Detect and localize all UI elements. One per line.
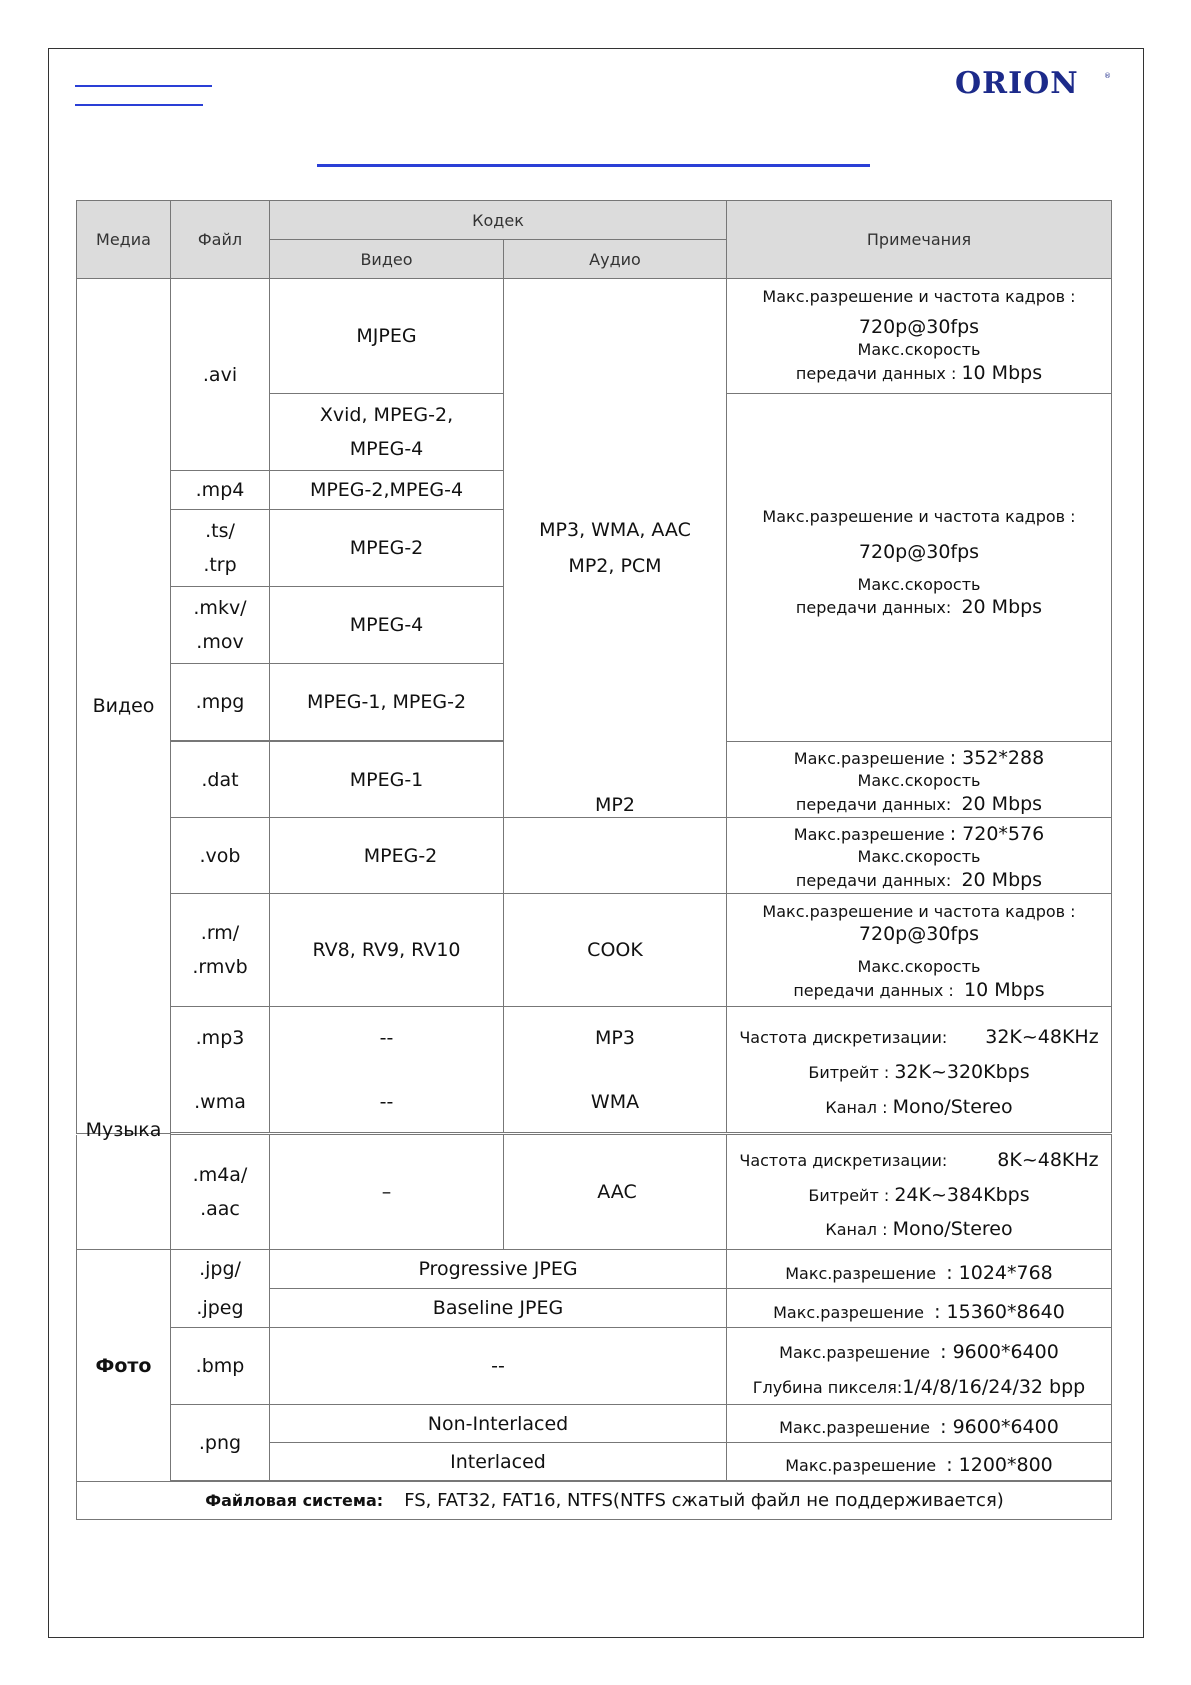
file-m4a <box>171 1135 270 1250</box>
note-label <box>733 1148 1105 1173</box>
file-mkv <box>171 587 270 664</box>
note-label <box>733 978 1105 1003</box>
note-label: Макс.разрешение <box>785 1263 937 1283</box>
file-line: .rm/ <box>200 922 240 944</box>
codec-audio-mp3-wma <box>504 1007 727 1133</box>
note-bmp <box>727 1328 1112 1405</box>
codec-video-png1: Non-Interlaced <box>270 1405 727 1443</box>
file-dat: .dat <box>171 742 270 818</box>
note-value: 8K~48KHz <box>997 1148 1099 1171</box>
group-video: Видео <box>77 279 171 1134</box>
note-value: : 9600*6400 <box>940 1416 1059 1439</box>
note-label: Макс.скорость <box>857 574 981 594</box>
header-codec: Кодек <box>270 201 727 240</box>
table-row <box>77 1289 1112 1328</box>
note-mp4-mkv <box>727 394 1112 742</box>
file-ts <box>171 510 270 587</box>
file-line: .aac <box>200 1198 240 1220</box>
file-line: .ts/ <box>205 520 235 542</box>
codec-audio-line: WMA <box>590 1090 640 1113</box>
file-rm <box>171 894 270 1007</box>
note-value: 10 Mbps <box>961 361 1043 384</box>
note-value: 720p@30fps <box>858 316 980 339</box>
codec-video-line: Xvid, MPEG-2, <box>319 404 454 426</box>
note-label <box>733 1060 1105 1085</box>
note-label: Макс.разрешение <box>773 1302 924 1322</box>
note-png1 <box>727 1405 1112 1443</box>
note-label: Макс.разрешение <box>793 825 945 845</box>
orion-logo: ORION <box>955 66 1079 101</box>
file-png: .png <box>171 1405 270 1481</box>
codec-video-mp4: MPEG-2,MPEG-4 <box>270 471 504 510</box>
file-system-cell <box>77 1482 1112 1520</box>
note-value: 20 Mbps <box>961 596 1043 619</box>
note-label: Макс.разрешение и частота кадров : <box>762 286 1076 306</box>
file-vob: .vob <box>171 818 270 894</box>
note-value: 20 Mbps <box>961 792 1043 815</box>
header-media: Медиа <box>77 201 171 279</box>
note-label <box>733 792 1105 817</box>
note-label: Частота дискретизации: <box>739 1150 948 1170</box>
note-value: 10 Mbps <box>964 978 1045 1001</box>
note-label: Битрейт : <box>808 1063 890 1083</box>
note-jpg <box>727 1250 1112 1289</box>
codec-video-jpeg: Baseline JPEG <box>270 1289 727 1328</box>
table-row <box>77 1133 1112 1134</box>
note-label: Макс.разрешение <box>779 1418 930 1438</box>
file-line: .mp3 <box>195 1026 245 1049</box>
codec-audio-line: MP3, WMA, AAC <box>539 519 691 541</box>
note-rm <box>727 894 1112 1007</box>
note-label: Глубина пикселя: <box>752 1378 903 1397</box>
codec-audio-m4a: AAC <box>504 1135 727 1250</box>
note-value: : 720*576 <box>949 823 1045 846</box>
note-label: Частота дискретизации: <box>739 1028 948 1048</box>
codec-video-avi2 <box>270 394 504 471</box>
codec-video-mp3-wma <box>270 1007 504 1133</box>
note-label: Макс.разрешение <box>793 749 945 769</box>
codec-video-rm: RV8, RV9, RV10 <box>270 894 504 1007</box>
note-label: Макс.скорость <box>857 957 981 976</box>
file-jpg: .jpg/ <box>171 1250 270 1289</box>
note-value: : 1024*768 <box>946 1261 1053 1284</box>
group-label: Музыка <box>85 1118 162 1141</box>
note-label: Макс.разрешение <box>785 1456 937 1476</box>
file-system-value: FS, FAT32, FAT16, NTFS(NTFS сжатый файл не поддерживается) <box>404 1490 1004 1511</box>
table-row <box>77 818 1112 894</box>
codec-video-mkv: MPEG-4 <box>270 587 504 664</box>
codec-video-bmp: -- <box>270 1328 727 1405</box>
file-system-label: Файловая система: <box>205 1491 384 1510</box>
note-value: 24K~384Kbps <box>894 1183 1030 1206</box>
table-row <box>77 279 1112 394</box>
file-line: .m4a/ <box>192 1164 248 1186</box>
file-mp3-wma <box>171 1007 270 1133</box>
codec-video-png2: Interlaced <box>270 1443 727 1481</box>
codec-audio-mp2 <box>504 794 727 894</box>
codec-video-line: MPEG-4 <box>349 438 424 460</box>
codec-video-avi1: MJPEG <box>270 279 504 394</box>
note-jpeg <box>727 1289 1112 1328</box>
file-line: .trp <box>203 554 237 576</box>
file-avi: .avi <box>171 279 270 471</box>
table-row <box>77 894 1112 1007</box>
file-line: .rmvb <box>192 956 248 978</box>
note-label: передачи данных: <box>795 598 952 618</box>
codec-audio-line: MP2 <box>595 794 635 816</box>
title-underline <box>317 164 870 167</box>
note-value: Mono/Stereo <box>892 1095 1013 1118</box>
note-label: передачи данных: <box>795 794 952 814</box>
codec-audio-line: MP3 <box>595 1026 635 1049</box>
codec-video-jpg: Progressive JPEG <box>270 1250 727 1289</box>
codec-audio-line: MP2, PCM <box>568 555 662 577</box>
note-label <box>733 822 1105 847</box>
codec-audio-group1 <box>504 279 727 818</box>
note-label: передачи данных : <box>793 980 954 1000</box>
note-label: передачи данных: <box>795 870 952 890</box>
codec-audio-rm: COOK <box>504 894 727 1007</box>
note-m4a <box>727 1135 1112 1250</box>
codec-video-mpg: MPEG-1, MPEG-2 <box>270 664 504 741</box>
note-label: Канал : <box>825 1220 888 1240</box>
group-photo: Фото <box>77 1250 171 1482</box>
note-value: : 352*288 <box>949 747 1045 770</box>
file-line: .wma <box>194 1090 246 1113</box>
file-jpeg: .jpeg <box>171 1289 270 1328</box>
note-mp3 <box>727 1007 1112 1133</box>
note-value: 720p@30fps <box>858 923 980 946</box>
header-link-line[interactable] <box>75 85 212 87</box>
file-system-row <box>77 1482 1112 1520</box>
note-label <box>733 868 1105 893</box>
note-value: 720p@30fps <box>858 540 980 563</box>
media-format-table <box>76 200 1112 1134</box>
note-value: 32K~48KHz <box>985 1026 1099 1049</box>
note-label: Битрейт : <box>808 1185 890 1205</box>
table-row <box>77 1328 1112 1405</box>
note-value: : 9600*6400 <box>940 1341 1059 1364</box>
note-value: Mono/Stereo <box>892 1218 1013 1241</box>
media-format-table-lower <box>76 1118 1112 1520</box>
note-png2 <box>727 1443 1112 1481</box>
file-bmp: .bmp <box>171 1328 270 1405</box>
note-label: Канал : <box>825 1097 888 1117</box>
header-file: Файл <box>171 201 270 279</box>
note-label: передачи данных : <box>795 363 957 383</box>
note-label <box>733 1375 1105 1400</box>
header-video: Видео <box>270 240 504 279</box>
row-spacer <box>171 1133 1112 1134</box>
note-value: 20 Mbps <box>961 868 1043 891</box>
file-mp4: .mp4 <box>171 471 270 510</box>
note-value: 32K~320Kbps <box>894 1061 1030 1084</box>
header-notes: Примечания <box>727 201 1112 279</box>
file-line: .mkv/ <box>193 597 247 619</box>
note-label <box>733 1095 1105 1120</box>
header-row <box>77 201 1112 240</box>
note-label: Макс.скорость <box>857 340 981 359</box>
note-label <box>733 1340 1105 1365</box>
file-mpg: .mpg <box>171 664 270 741</box>
note-label: Макс.разрешение и частота кадров : <box>762 901 1076 921</box>
header-audio: Аудио <box>504 240 727 279</box>
codec-video-m4a: – <box>270 1135 504 1250</box>
note-label <box>733 746 1105 771</box>
note-label <box>733 1183 1105 1208</box>
note-label: Макс.разрешение и частота кадров : <box>762 507 1076 527</box>
note-label <box>733 1025 1105 1050</box>
note-label: Макс.скорость <box>857 771 981 791</box>
codec-video-ts: MPEG-2 <box>270 510 504 587</box>
note-label <box>733 1217 1105 1242</box>
note-value: : 15360*8640 <box>934 1300 1065 1323</box>
codec-video-vob: MPEG-2 <box>270 818 504 894</box>
table-row <box>77 1405 1112 1443</box>
note-avi <box>727 279 1112 394</box>
codec-video-line: -- <box>379 1090 394 1113</box>
table-row <box>77 1135 1112 1250</box>
file-line: .mov <box>196 631 244 653</box>
note-label: Макс.скорость <box>857 847 981 867</box>
group-music <box>77 1118 171 1250</box>
note-dat <box>727 742 1112 818</box>
note-label <box>733 361 1105 386</box>
registered-mark: ® <box>1104 72 1111 80</box>
note-value: : 1200*800 <box>946 1454 1053 1477</box>
table-row <box>77 1007 1112 1133</box>
table-row <box>77 1250 1112 1289</box>
note-label: Макс.разрешение <box>779 1343 930 1363</box>
note-label <box>733 595 1105 620</box>
note-vob <box>727 818 1112 894</box>
codec-video-dat: MPEG-1 <box>270 742 504 818</box>
header-link-line[interactable] <box>75 104 203 106</box>
codec-video-line: -- <box>379 1026 394 1049</box>
note-value: 1/4/8/16/24/32 bpp <box>902 1376 1086 1398</box>
